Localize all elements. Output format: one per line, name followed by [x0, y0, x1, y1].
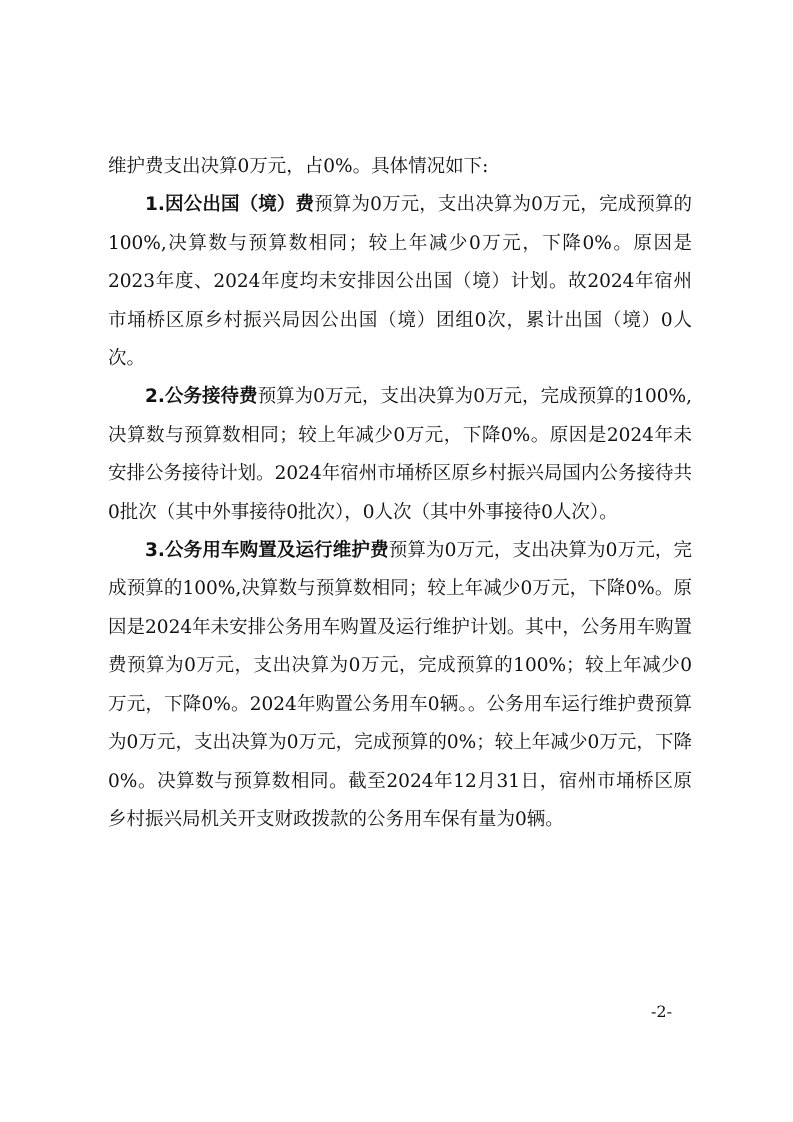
document-body: [108, 148, 692, 839]
section-text: 预算为0万元，支出决算为0万元，完成预算的100%,决算数与预算数相同；较上年减少0万元，下降0%。原因是2024年未安排公务接待计划。2024年宿州市埇桥区原乡村振兴局国内公务接待共0批次（其中外事接待0批次），0人次（其中外事接待0人次）。: [108, 386, 692, 523]
section-text: 预算为0万元，支出决算为0万元，完成预算的100%,决算数与预算数相同；较上年减少0万元，下降0%。原因是2023年度、2024年度均未安排因公出国（境）计划。故2024年宿州市埇桥区原乡村振兴局因公出国（境）团组0次，累计出国（境）0人次。: [108, 194, 693, 370]
section-heading: 3.公务用车购置及运行维护费: [145, 540, 389, 562]
section-overseas-travel: [108, 186, 692, 378]
section-official-reception: [108, 378, 692, 532]
section-heading: 1.因公出国（境）费: [145, 194, 315, 216]
section-heading: 2.公务接待费: [145, 386, 258, 408]
page-number: -2-: [651, 1002, 672, 1021]
section-text: 预算为0万元，支出决算为0万元，完成预算的100%,决算数与预算数相同；较上年减少0万元，下降0%。原因是2024年未安排公务用车购置及运行维护计划。其中，公务用车购置费预算为0万元，支出决算为0万元，完成预算的100%；较上年减少0万元，下降0%。2024年购置公务用车0辆。。公务用车运行维护费预算为0万元，支出决算为0万元，完成预算的0%；较上年减少0万元，下降0%。决算数与预算数相同。截至2024年12月31日，宿州市埇桥区原乡村振兴局机关开支财政拨款的公务用车保有量为0辆。: [108, 540, 692, 830]
intro-paragraph: 维护费支出决算0万元，占0%。具体情况如下:: [108, 156, 489, 177]
section-official-vehicles: [108, 532, 692, 839]
